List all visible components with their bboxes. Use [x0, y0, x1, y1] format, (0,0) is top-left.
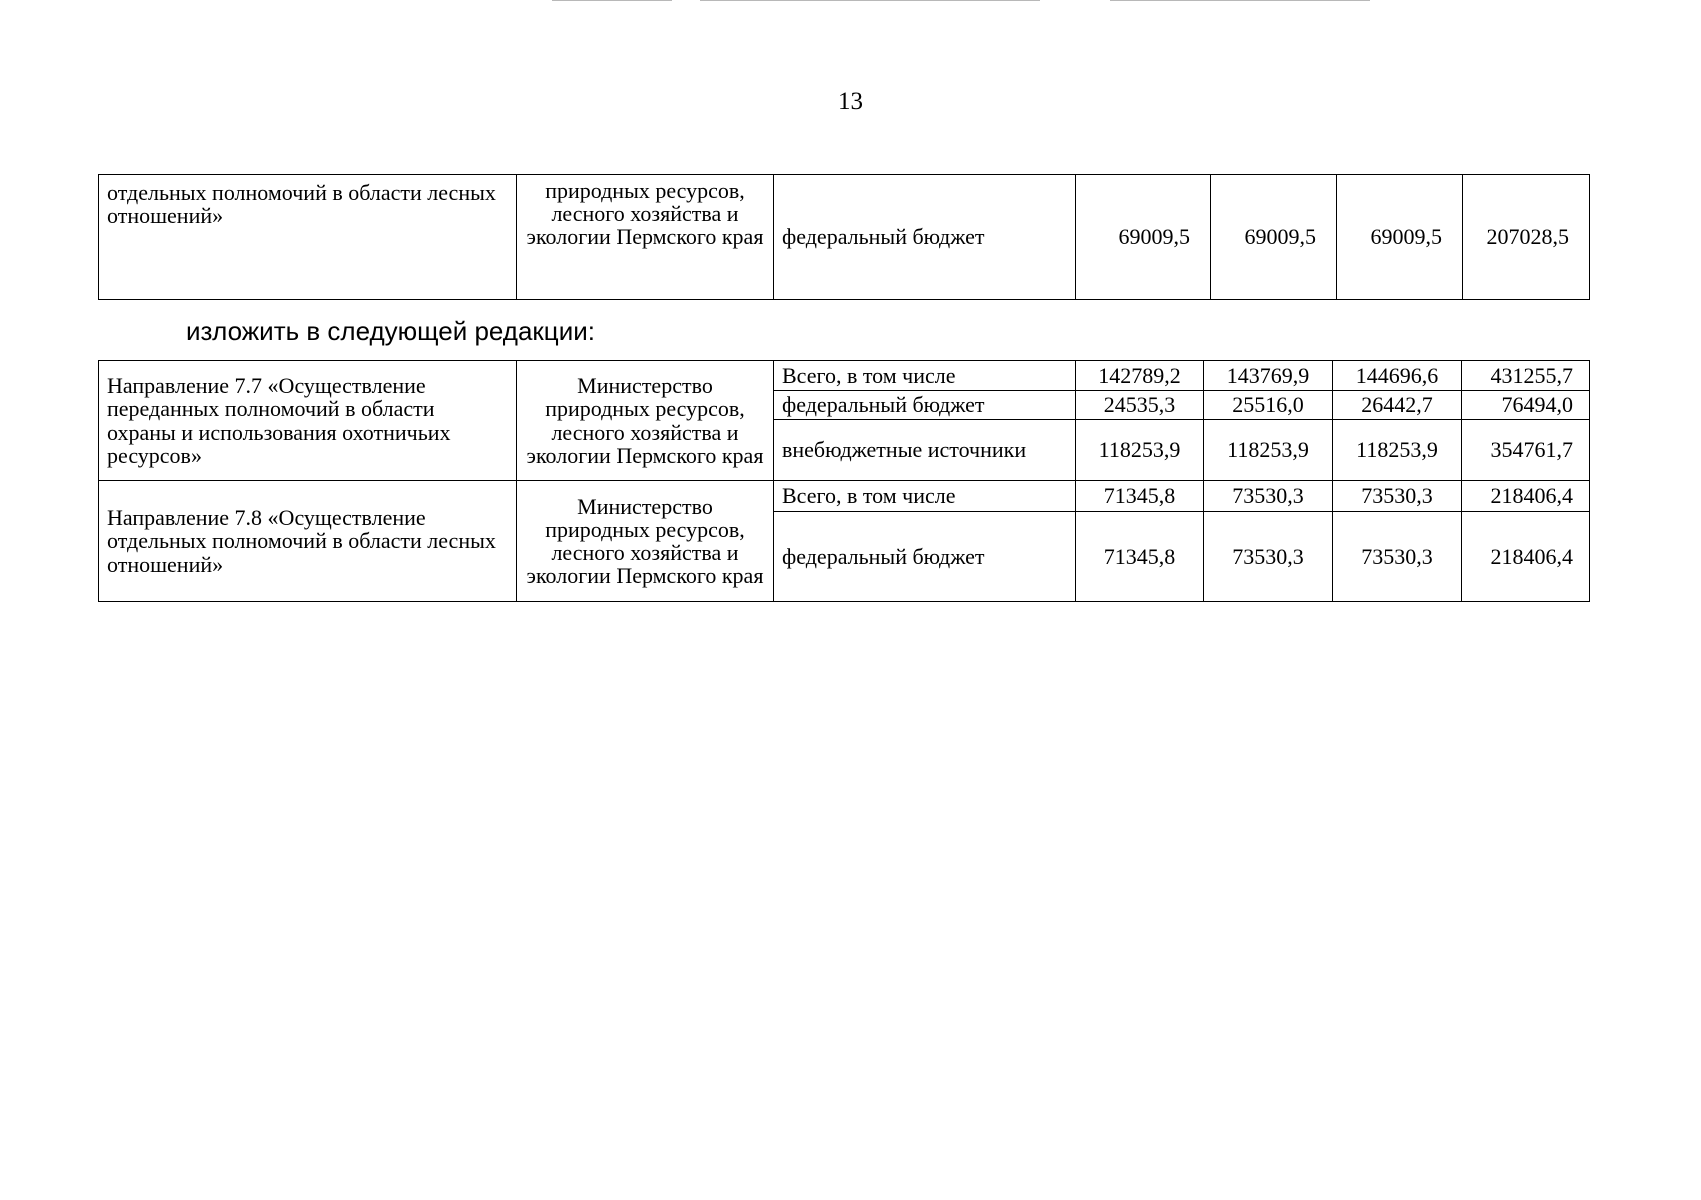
funding-source: внебюджетные источники [774, 420, 1076, 481]
value-year-2: 25516,0 [1204, 391, 1333, 420]
direction-description: Направление 7.7 «Осуществление переданных полномочий в области охраны и использования охотничьих ресурсов» [99, 361, 517, 481]
table-row [99, 481, 1590, 512]
scan-edge-line [1110, 0, 1370, 1]
value-total: 207028,5 [1463, 175, 1590, 300]
page-number: 13 [838, 88, 863, 115]
funding-source: федеральный бюджет [774, 512, 1076, 602]
funding-source: федеральный бюджет [774, 175, 1076, 300]
previous-budget-table [98, 174, 1590, 300]
value-year-1: 69009,5 [1076, 175, 1211, 300]
value-year-2: 73530,3 [1204, 512, 1333, 602]
value-year-2: 73530,3 [1204, 481, 1333, 512]
scan-edge-line [552, 0, 672, 1]
value-year-3: 144696,6 [1333, 361, 1462, 391]
funding-source: Всего, в том числе [774, 361, 1076, 391]
value-year-1: 142789,2 [1076, 361, 1204, 391]
new-budget-table [98, 360, 1590, 602]
executor-cell: Министерство природных ресурсов, лесного хозяйства и экологии Пермского края [517, 361, 774, 481]
value-year-2: 143769,9 [1204, 361, 1333, 391]
table-row [99, 175, 1590, 300]
direction-description: отдельных полномочий в области лесных отношений» [99, 175, 517, 300]
value-total: 431255,7 [1462, 361, 1590, 391]
value-year-3: 73530,3 [1333, 512, 1462, 602]
value-year-3: 69009,5 [1337, 175, 1463, 300]
value-total: 218406,4 [1462, 512, 1590, 602]
value-year-2: 69009,5 [1211, 175, 1337, 300]
value-year-1: 118253,9 [1076, 420, 1204, 481]
scan-edge-line [700, 0, 1040, 1]
executor-cell: природных ресурсов, лесного хозяйства и экологии Пермского края [517, 175, 774, 300]
value-year-3: 26442,7 [1333, 391, 1462, 420]
value-year-2: 118253,9 [1204, 420, 1333, 481]
value-total: 218406,4 [1462, 481, 1590, 512]
value-year-3: 73530,3 [1333, 481, 1462, 512]
direction-description: Направление 7.8 «Осуществление отдельных полномочий в области лесных отношений» [99, 481, 517, 602]
value-year-3: 118253,9 [1333, 420, 1462, 481]
funding-source: федеральный бюджет [774, 391, 1076, 420]
executor-cell: Министерство природных ресурсов, лесного хозяйства и экологии Пермского края [517, 481, 774, 602]
value-year-1: 71345,8 [1076, 481, 1204, 512]
value-year-1: 24535,3 [1076, 391, 1204, 420]
table-row [99, 361, 1590, 391]
instruction-text: изложить в следующей редакции: [186, 316, 595, 346]
value-year-1: 71345,8 [1076, 512, 1204, 602]
value-total: 76494,0 [1462, 391, 1590, 420]
funding-source: Всего, в том числе [774, 481, 1076, 512]
value-total: 354761,7 [1462, 420, 1590, 481]
